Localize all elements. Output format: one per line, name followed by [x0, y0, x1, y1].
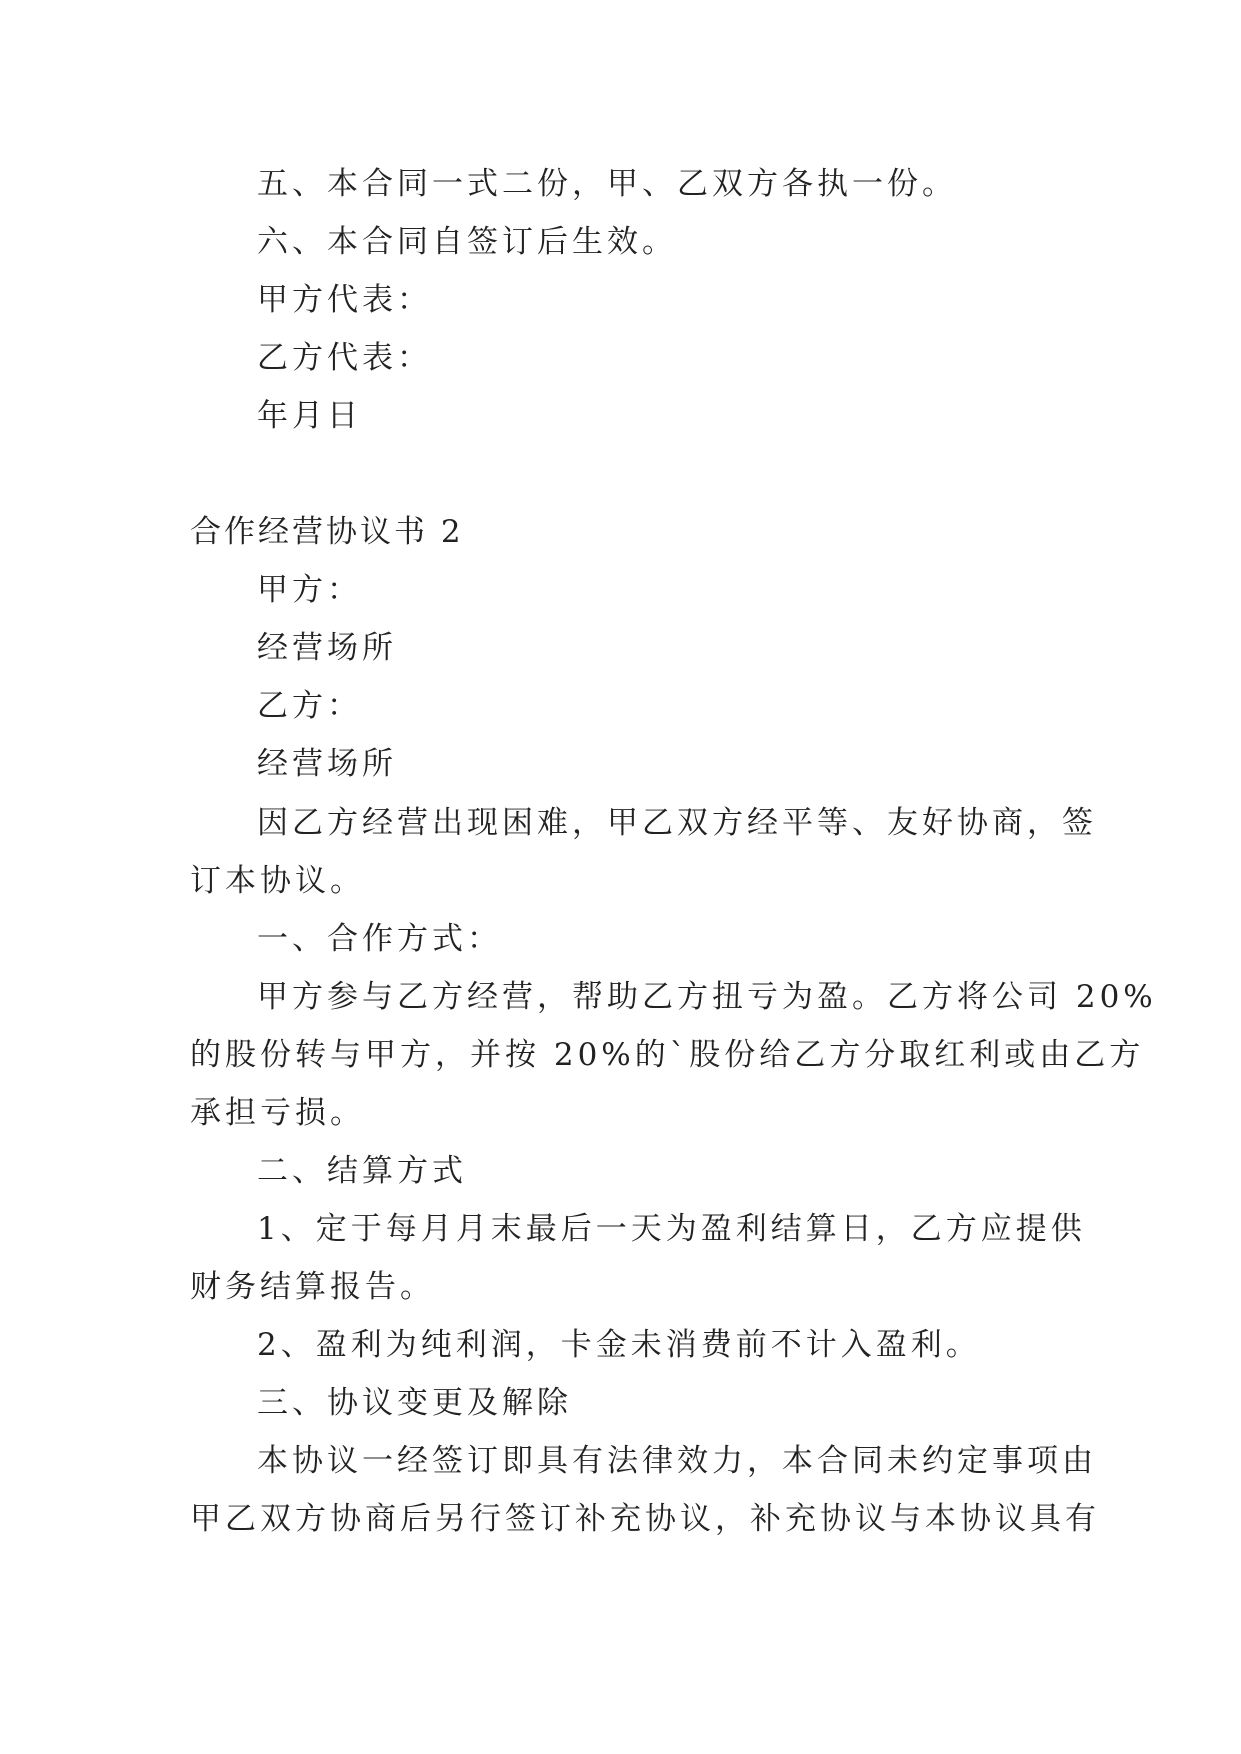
- settlement-item-2: 2、盈利为纯利润，卡金未消费前不计入盈利。: [257, 1327, 981, 1363]
- heading-amendment-termination: 三、协议变更及解除: [257, 1385, 572, 1421]
- amendment-line-1: 本协议一经签订即具有法律效力，本合同未约定事项由: [257, 1443, 1097, 1479]
- cooperation-line-1: 甲方参与乙方经营，帮助乙方扭亏为盈。乙方将公司 20%: [257, 979, 1157, 1015]
- amendment-line-2: 甲乙双方协商后另行签订补充协议，补充协议与本协议具有: [190, 1501, 1100, 1537]
- clause-five: 五、本合同一式二份，甲、乙双方各执一份。: [257, 166, 957, 202]
- date-line: 年月日: [257, 398, 362, 434]
- heading-settlement-method: 二、结算方式: [257, 1153, 467, 1189]
- party-a-label: 甲方：: [257, 572, 362, 608]
- party-b-representative: 乙方代表：: [257, 340, 432, 376]
- settlement-item-1-line-1: 1、定于每月月末最后一天为盈利结算日，乙方应提供: [257, 1211, 1086, 1247]
- settlement-item-1-line-2: 财务结算报告。: [190, 1269, 435, 1305]
- party-a-premises: 经营场所: [257, 630, 397, 666]
- preamble-line-1: 因乙方经营出现困难，甲乙双方经平等、友好协商，签: [257, 805, 1097, 841]
- party-a-representative: 甲方代表：: [257, 282, 432, 318]
- section-title: 合作经营协议书 2: [190, 514, 464, 550]
- cooperation-line-2: 的股份转与甲方，并按 20%的`股份给乙方分取红利或由乙方: [190, 1037, 1145, 1073]
- preamble-line-2: 订本协议。: [190, 863, 365, 899]
- cooperation-line-3: 承担亏损。: [190, 1095, 365, 1131]
- clause-six: 六、本合同自签订后生效。: [257, 224, 677, 260]
- heading-cooperation-method: 一、合作方式：: [257, 921, 502, 957]
- party-b-premises: 经营场所: [257, 746, 397, 782]
- party-b-label: 乙方：: [257, 688, 362, 724]
